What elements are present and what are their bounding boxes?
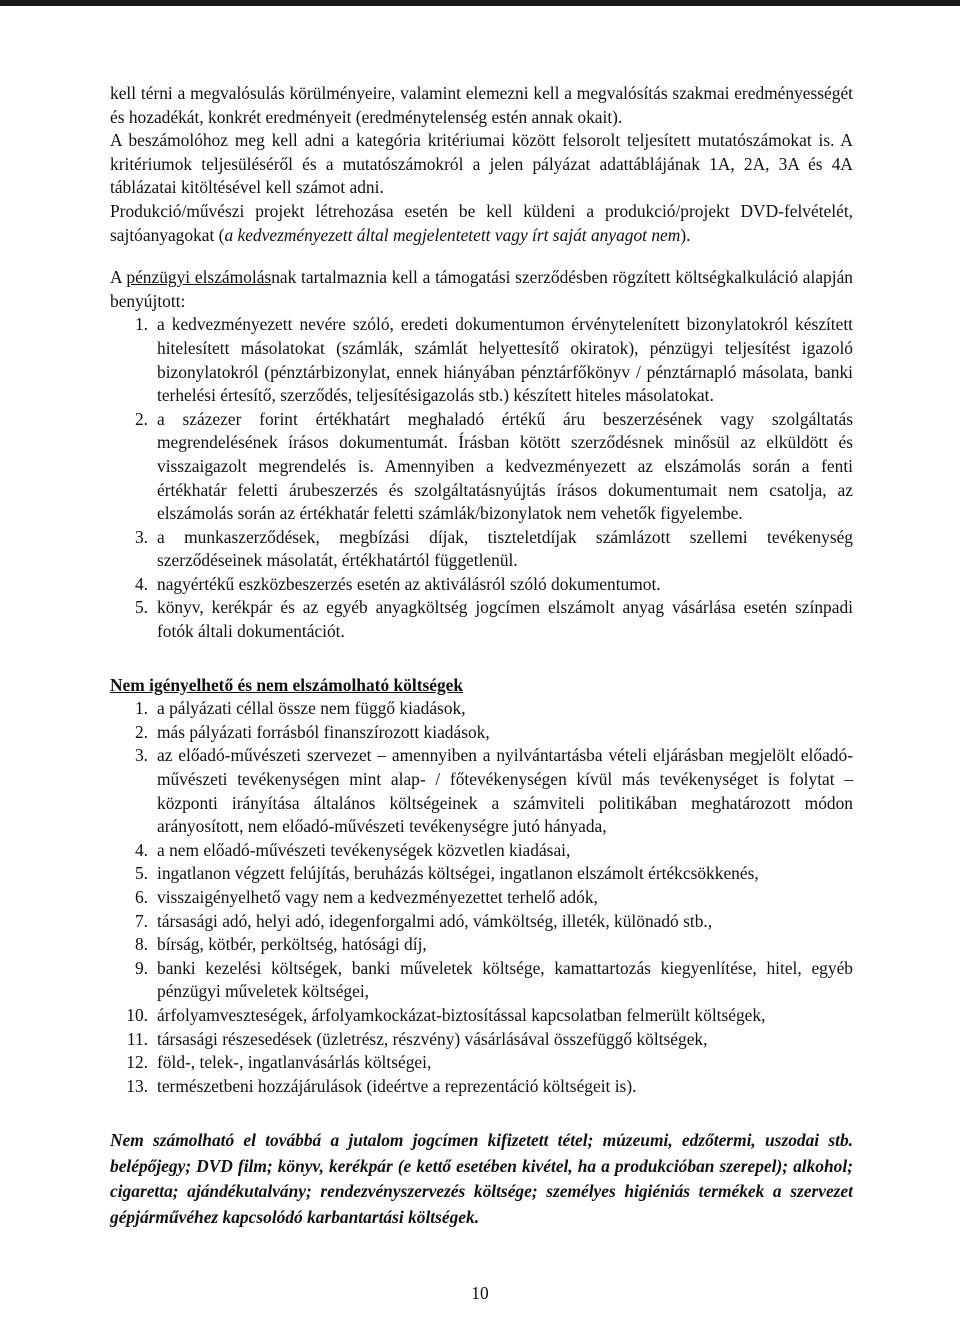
dvd-requirement-end: ). (680, 224, 691, 245)
financial-lead-underlined: pénzügyi elszámolás (126, 267, 272, 288)
final-note: Nem számolható el továbbá a jutalom jogcímen kifizetett tétel; múzeumi, edzőtermi, uszodai stb. belépőjegy; DVD film; könyv, kerékpár (e kettő esetében kivétel, ha a produkcióban szerepel); alkohol; cigaretta; ajándékutalvány; rendezvényszervezés költsége; személyes higiéniás termékek a szervezet gépjárművéhez kapcsolódó karbantartási költségek. (110, 1130, 853, 1227)
list-item (110, 596, 853, 643)
list-item-text: természetbeni hozzájárulások (ideértve a reprezentáció költségeit is). (157, 1075, 637, 1096)
list-item-number: 5. (134, 597, 148, 618)
list-item-text: a munkaszerződések, megbízási díjak, tiszteletdíjak számlázott szellemi tevékenység szerződéseinek másolatát, értékhatártól függetlenül. (157, 526, 853, 571)
list-item-text: banki kezelési költségek, banki műveletek költsége, kamattartozás kiegyenlítése, hitel, egyéb pénzügyi műveletek költségei, (157, 957, 853, 1002)
list-item-number: 3. (134, 526, 148, 547)
intro-paragraph-3 (110, 200, 853, 247)
list-item-number: 10. (126, 1004, 148, 1025)
list-item-text: nagyértékű eszközbeszerzés esetén az aktiválásról szóló dokumentumot. (157, 573, 661, 594)
list-item (110, 862, 853, 886)
intro-paragraph-1: kell térni a megvalósulás körülményeire, valamint elemezni kell a megvalósítás szakmai eredményességét és hozadékát, konkrét eredményeit (eredménytelenség estén annak okait). (110, 83, 853, 127)
list-item-number: 6. (134, 887, 148, 907)
list-item-number: 8. (134, 934, 148, 955)
document-body (110, 82, 853, 1230)
top-scan-border (0, 0, 960, 6)
list-item (110, 1075, 853, 1099)
list-item-text: a pályázati céllal össze nem függő kiadások, (157, 698, 466, 719)
non-eligible-costs-list (110, 697, 853, 1098)
list-item (110, 573, 853, 597)
intro-paragraph-2: A beszámolóhoz meg kell adni a kategória kritériumai között felsorolt teljesített mutatószámokat is. A kritériumok teljesüléséről és a mutatószámokról a jelen pályázat adattáblájának 1A, 2A, 3A és 4A táblázatai kitöltésével kell számot adni. (110, 130, 853, 198)
list-item-text: visszaigényelhető vagy nem a kedvezményezettet terhelő adók, (157, 887, 598, 907)
list-item (110, 886, 853, 910)
list-item-text: társasági részesedések (üzletrész, részvény) vásárlásával összefüggő költségek, (157, 1028, 708, 1049)
list-item-number: 12. (126, 1052, 148, 1073)
list-item-text: árfolyamveszteségek, árfolyamkockázat-biztosítással kapcsolatban felmerült költségek, (157, 1004, 766, 1025)
financial-lead-paragraph (110, 266, 853, 313)
list-item-number: 7. (134, 910, 148, 931)
list-item-text: bírság, kötbér, perköltség, hatósági díj, (157, 934, 427, 955)
list-item-number: 13. (126, 1075, 148, 1096)
list-item (110, 721, 853, 745)
list-item-text: más pályázati forrásból finanszírozott kiadások, (157, 721, 490, 742)
list-item (110, 313, 853, 407)
list-item (110, 933, 853, 957)
financial-lead-a: A (110, 267, 127, 288)
list-item-number: 2. (134, 408, 148, 429)
list-item (110, 526, 853, 573)
list-item-text: a százezer forint értékhatárt meghaladó értékű áru beszerzésének vagy szolgáltatás megrendelésének írásos dokumentumát. Írásban kötött szerződésnek minősül az elküldött és visszaigazolt megrendelés is. Amennyiben a kedvezményezett az elszámolás során a fenti értékhatár feletti árubeszerzés és szolgáltatásnyújtás írásos dokumentumait nem csatolja, az elszámolás során az értékhatár feletti számlák/bizonylatok nem vehetők figyelembe. (157, 408, 853, 524)
dvd-requirement-text: Produkció/művészi projekt létrehozása esetén be kell küldeni a produkció/projekt DVD-felvételét, sajtóanyagokat ( (110, 200, 853, 245)
list-item-number: 1. (134, 314, 148, 335)
list-item-number: 4. (134, 839, 148, 860)
list-item (110, 1028, 853, 1052)
list-item (110, 1051, 853, 1075)
list-item-number: 9. (134, 957, 148, 978)
list-item-number: 4. (134, 573, 148, 594)
list-item-text: föld-, telek-, ingatlanvásárlás költségei, (157, 1052, 432, 1073)
list-item (110, 910, 853, 934)
list-item (110, 957, 853, 1004)
list-item (110, 697, 853, 721)
list-item-text: ingatlanon végzett felújítás, beruházás költségei, ingatlanon elszámolt értékcsökkenés, (157, 863, 759, 884)
list-item (110, 839, 853, 863)
list-item-text: könyv, kerékpár és az egyéb anyagköltség jogcímen elszámolt anyag vásárlása esetén színpadi fotók általi dokumentációt. (157, 597, 853, 642)
list-item-number: 3. (134, 745, 148, 766)
list-item-number: 5. (134, 863, 148, 884)
list-item-number: 1. (134, 698, 148, 719)
list-item-number: 2. (134, 721, 148, 742)
list-item-text: a nem előadó-művészeti tevékenységek közvetlen kiadásai, (157, 839, 571, 860)
list-item-text: társasági adó, helyi adó, idegenforgalmi adó, vámköltség, illeték, különadó stb., (157, 910, 713, 931)
list-item-number: 11. (126, 1028, 148, 1049)
list-item-text: a kedvezményezett nevére szóló, eredeti dokumentumon érvénytelenített bizonylatokról készített hitelesített másolatokat (számlák, számlát helyettesítő okiratok), pénzügyi teljesítést igazoló bizonylatokról (pénztárbizonylat, ennek hiányában pénztárfőkönyv / pénztárnapló másolata, banki terhelési értesítő, szerződés, teljesítésigazolás stb.) készített hiteles másolatokat. (157, 314, 853, 406)
list-item (110, 1004, 853, 1028)
list-item-text: az előadó-művészeti szervezet – amennyiben a nyilvántartásba vételi eljárásban megjelölt előadó-művészeti tevékenységen mint alap- / főtevékenységen kívül más tevékenységet is folytat – központi irányítása általános költségeinek a számviteli politikában meghatározott módon arányosított, nem előadó-művészeti tevékenységre jutó hányada, (157, 745, 853, 837)
page-number: 10 (471, 1283, 489, 1303)
financial-lead-rest: nak tartalmaznia kell a támogatási szerződésben rögzített költségkalkuláció alapján benyújtott: (110, 267, 853, 311)
non-eligible-heading: Nem igényelhető és nem elszámolható költségek (110, 674, 464, 695)
dvd-requirement-exception: a kedvezményezett által megjelentetett vagy írt saját anyagot nem (224, 224, 681, 245)
list-item (110, 408, 853, 526)
financial-requirements-list (110, 313, 853, 643)
list-item (110, 744, 853, 838)
